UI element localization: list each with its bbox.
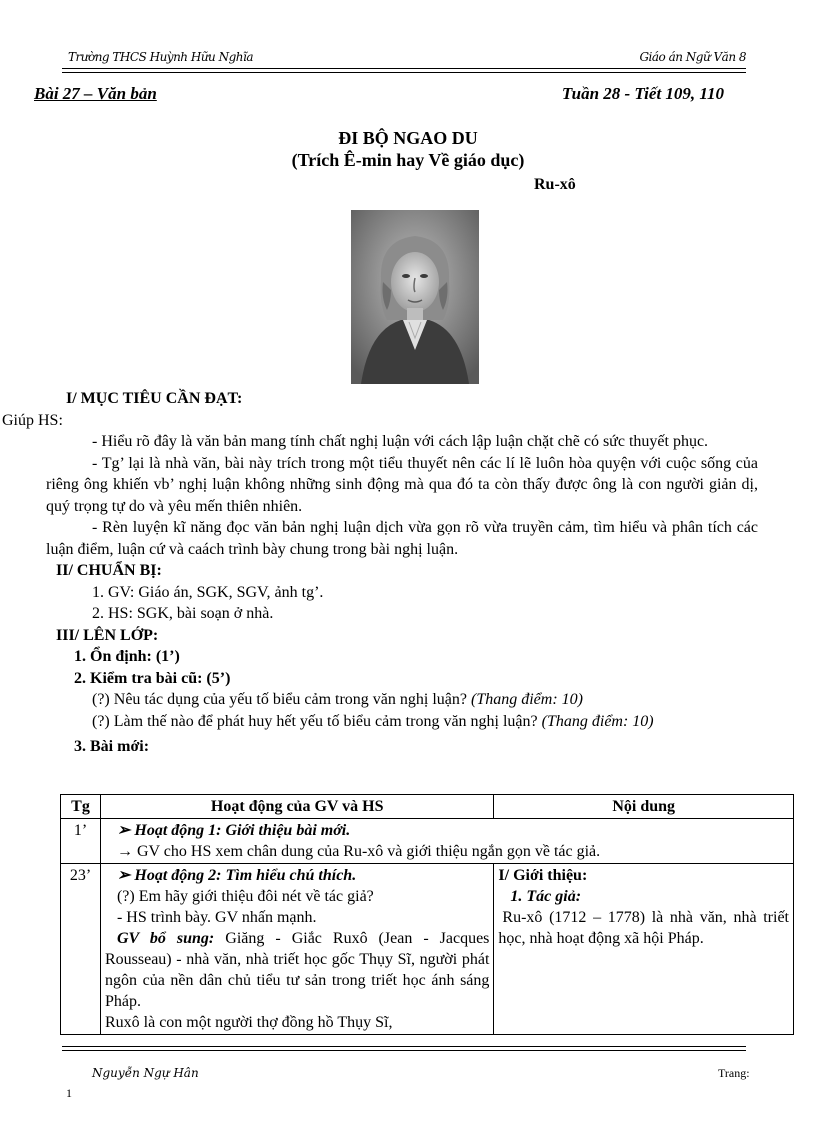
page-title: ĐI BỘ NGAO DU xyxy=(338,128,478,148)
preparation-gv: 1. GV: Giáo án, SGK, SGV, ảnh tg’. xyxy=(92,583,324,601)
content-subheading: 1. Tác giả: xyxy=(510,888,582,905)
teacher-name: Nguyễn Ngự Hân xyxy=(92,1066,199,1080)
score-label: (Thang điểm: 10) xyxy=(470,691,583,708)
page-number: 1 xyxy=(66,1086,72,1100)
content-heading: I/ Giới thiệu: xyxy=(498,867,588,884)
author-portrait xyxy=(351,210,479,384)
activity-text: → GV cho HS xem chân dung của Ru-xô và giới thiệu ngắn gọn về tác giả. xyxy=(116,843,601,860)
row-time: 23’ xyxy=(61,864,101,1035)
lesson-label: Bài 27 – Văn bản xyxy=(34,84,157,103)
objective-2: - Tg’ lại là nhà văn, bài này trích trong một tiểu thuyết nên các lí lẽ luôn hòa quyện với cuộc sống của riêng ông khiến vb’ nghị luận không những sinh động mà qua đó ta còn thấy được ông là con người giản dị, quý trọng tự do và yêu mến thiên nhiên. xyxy=(46,454,758,515)
header-divider xyxy=(62,68,746,73)
column-header-content: Nội dung xyxy=(494,795,794,819)
activity-question: (?) Em hãy giới thiệu đôi nét về tác giả? xyxy=(116,888,374,905)
table-row xyxy=(61,819,794,864)
step-2: 2. Kiểm tra bài cũ: (5’) xyxy=(74,669,231,687)
school-name: Trường THCS Huỳnh Hữu Nghĩa xyxy=(68,50,253,64)
objective-1: - Hiểu rõ đây là văn bản mang tính chất nghị luận với cách lập luận chặt chẽ có sức thuyết phục. xyxy=(92,433,709,450)
step-1: 1. Ổn định: (1’) xyxy=(74,648,180,665)
activity-gv-note xyxy=(105,928,489,1012)
footer-divider xyxy=(62,1046,746,1051)
question-text: (?) Làm thế nào để phát huy hết yếu tố biểu cảm trong văn nghị luận? xyxy=(92,712,538,730)
question-text: (?) Nêu tác dụng của yếu tố biểu cảm trong văn nghị luận? xyxy=(92,691,467,708)
review-question-2 xyxy=(46,711,758,733)
row-activity xyxy=(100,864,493,1035)
objectives-heading: I/ MỤC TIÊU CẦN ĐẠT: xyxy=(66,390,243,407)
column-header-time: Tg xyxy=(61,795,101,819)
subject-label: Giáo án Ngữ Văn 8 xyxy=(639,50,746,64)
score-label: (Thang điểm: 10) xyxy=(541,712,654,730)
objective-3: - Rèn luyện kĩ năng đọc văn bản nghị luận dịch vừa gọn rõ vừa truyền cảm, tìm hiểu và phân tích các luận điểm, luận cứ và caách trình bày chung trong bài nghị luận. xyxy=(46,519,758,558)
week-label: Tuần 28 - Tiết 109, 110 xyxy=(561,84,724,103)
activity-hs: - HS trình bày. GV nhấn mạnh. xyxy=(116,909,317,926)
lesson-table xyxy=(60,794,794,1035)
table-row xyxy=(61,864,794,1035)
row-time: 1’ xyxy=(61,819,101,864)
activity-title: ➢ Hoạt động 1: Giới thiệu bài mới. xyxy=(116,822,351,839)
row-content xyxy=(494,864,794,1035)
page-label: Trang: xyxy=(718,1066,750,1080)
lesson-plan-heading: III/ LÊN LỚP: xyxy=(56,626,159,644)
gv-text: Giăng - Giắc Ruxô (Jean - Jacques Rousseau) - nhà văn, nhà triết học gốc Thụy Sĩ, người phát ngôn của nền dân chủ tiểu tư sản trong triết học ánh sáng Pháp. xyxy=(104,930,490,1010)
step-3: 3. Bài mới: xyxy=(74,738,150,755)
objectives-intro: Giúp HS: xyxy=(2,411,63,429)
activity-continued: Ruxô là con một người thợ đồng hồ Thụy Sĩ, xyxy=(104,1014,393,1031)
author-name: Ru-xô xyxy=(534,176,576,193)
activity-title: ➢ Hoạt động 2: Tìm hiểu chú thích. xyxy=(116,867,357,884)
table-header-row xyxy=(61,795,794,819)
preparation-hs: 2. HS: SGK, bài soạn ở nhà. xyxy=(92,605,274,622)
preparation-heading: II/ CHUẨN BỊ: xyxy=(56,562,162,579)
page-subtitle: (Trích Ê-min hay Về giáo dục) xyxy=(291,150,525,170)
gv-label: GV bổ sung: xyxy=(116,930,215,947)
content-text: Ru-xô (1712 – 1778) là nhà văn, nhà triết học, nhà hoạt động xã hội Pháp. xyxy=(498,909,789,947)
column-header-activity: Hoạt động của GV và HS xyxy=(100,795,493,819)
review-question-1 xyxy=(46,689,758,711)
row-activity xyxy=(100,819,793,864)
body-text xyxy=(2,388,758,758)
